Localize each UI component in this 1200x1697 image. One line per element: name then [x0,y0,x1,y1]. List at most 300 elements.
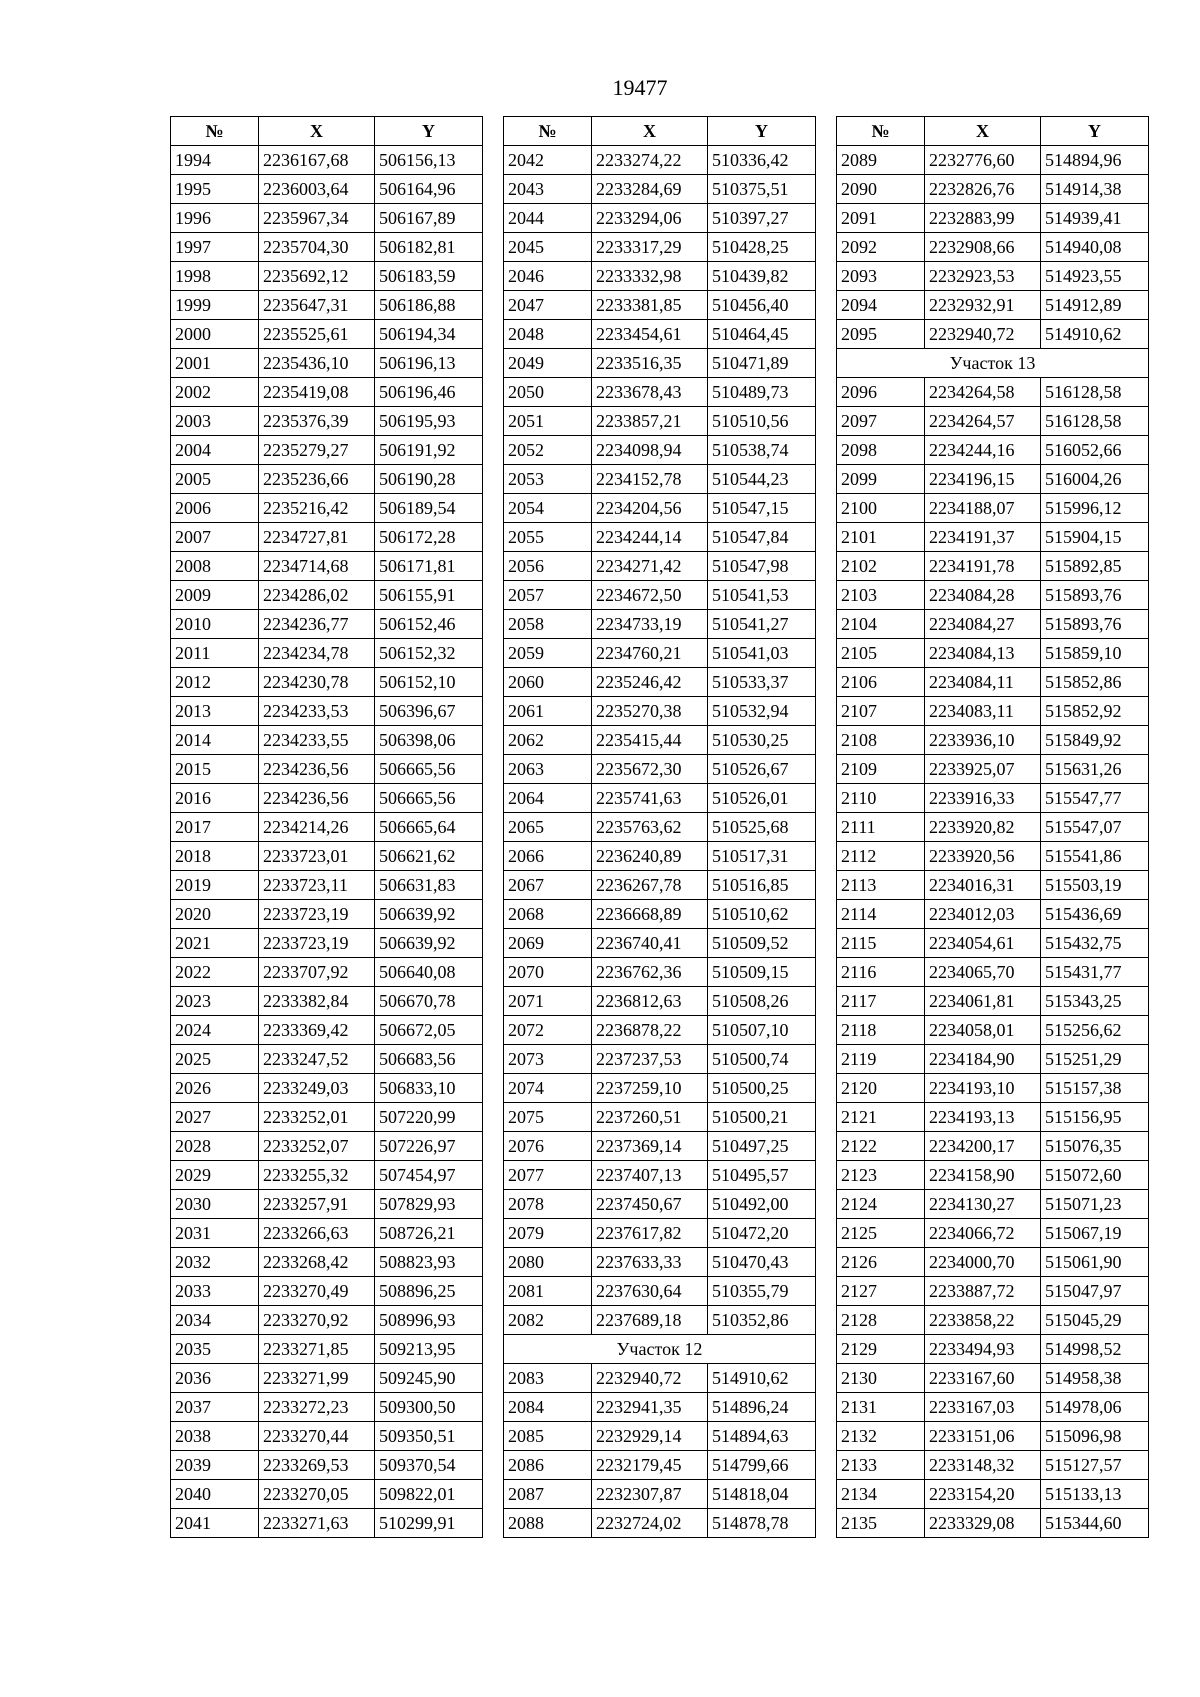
cell-x: 2235672,30 [592,755,708,784]
cell-number: 2051 [504,407,592,436]
cell-y: 510456,40 [708,291,816,320]
cell-y: 510538,74 [708,436,816,465]
cell-number: 2092 [837,233,925,262]
cell-x: 2235647,31 [259,291,375,320]
table-row [504,1509,816,1538]
cell-number: 2042 [504,146,592,175]
cell-x: 2234084,11 [925,668,1041,697]
table-row [504,320,816,349]
table-row [837,668,1149,697]
cell-x: 2232908,66 [925,233,1041,262]
table-row [837,1161,1149,1190]
cell-number: 2056 [504,552,592,581]
cell-x: 2233678,43 [592,378,708,407]
table-row [171,610,483,639]
cell-number: 2104 [837,610,925,639]
cell-y: 514923,55 [1041,262,1149,291]
cell-number: 2033 [171,1277,259,1306]
cell-y: 510497,25 [708,1132,816,1161]
cell-number: 2037 [171,1393,259,1422]
cell-number: 2047 [504,291,592,320]
table-row [171,639,483,668]
cell-number: 2095 [837,320,925,349]
cell-x: 2232923,53 [925,262,1041,291]
table-row [504,610,816,639]
cell-number: 2068 [504,900,592,929]
table-row [171,987,483,1016]
table-row [171,958,483,987]
cell-x: 2233723,19 [259,900,375,929]
cell-x: 2237237,53 [592,1045,708,1074]
cell-number: 2031 [171,1219,259,1248]
table-row [171,871,483,900]
cell-y: 506196,13 [375,349,483,378]
table-row [171,233,483,262]
cell-number: 2083 [504,1364,592,1393]
table-row [171,1335,483,1364]
table-row [837,929,1149,958]
table-row [504,581,816,610]
header-x: X [925,117,1041,146]
cell-x: 2234130,27 [925,1190,1041,1219]
table-row [171,1161,483,1190]
cell-y: 506167,89 [375,204,483,233]
cell-number: 2100 [837,494,925,523]
table-row [837,320,1149,349]
cell-x: 2235376,39 [259,407,375,436]
cell-x: 2233255,32 [259,1161,375,1190]
table-row [837,1219,1149,1248]
cell-y: 506683,56 [375,1045,483,1074]
cell-y: 509370,54 [375,1451,483,1480]
cell-y: 515904,15 [1041,523,1149,552]
cell-y: 515849,92 [1041,726,1149,755]
table-row [171,552,483,581]
cell-y: 506190,28 [375,465,483,494]
cell-number: 1997 [171,233,259,262]
cell-x: 2237689,18 [592,1306,708,1335]
cell-x: 2234236,77 [259,610,375,639]
cell-number: 2067 [504,871,592,900]
cell-number: 2069 [504,929,592,958]
table-row [837,378,1149,407]
cell-x: 2233271,85 [259,1335,375,1364]
page-number: 19477 [612,75,668,100]
cell-x: 2235763,62 [592,813,708,842]
table-row [504,987,816,1016]
cell-x: 2237369,14 [592,1132,708,1161]
table-row [504,1161,816,1190]
table-header-row [171,117,483,146]
table-row [504,639,816,668]
coordinates-table-1 [170,116,483,1538]
table-row [504,349,816,378]
cell-y: 509300,50 [375,1393,483,1422]
cell-y: 515852,86 [1041,668,1149,697]
cell-y: 510336,42 [708,146,816,175]
table-row [171,1480,483,1509]
cell-y: 514910,62 [1041,320,1149,349]
cell-y: 515076,35 [1041,1132,1149,1161]
table-row [171,668,483,697]
table-row [504,1132,816,1161]
cell-y: 510547,84 [708,523,816,552]
cell-x: 2234233,53 [259,697,375,726]
cell-y: 515045,29 [1041,1306,1149,1335]
table-row [171,1016,483,1045]
cell-y: 506665,56 [375,755,483,784]
cell-y: 514998,52 [1041,1335,1149,1364]
cell-number: 2110 [837,784,925,813]
table-row [504,552,816,581]
table-row [837,146,1149,175]
cell-number: 2081 [504,1277,592,1306]
cell-number: 2116 [837,958,925,987]
table-row [837,407,1149,436]
cell-x: 2236762,36 [592,958,708,987]
cell-y: 506189,54 [375,494,483,523]
cell-x: 2233274,22 [592,146,708,175]
cell-x: 2232776,60 [925,146,1041,175]
cell-number: 2101 [837,523,925,552]
cell-y: 510541,27 [708,610,816,639]
table-row [171,1248,483,1277]
cell-number: 2129 [837,1335,925,1364]
table-row [837,1074,1149,1103]
cell-x: 2234286,02 [259,581,375,610]
cell-x: 2233887,72 [925,1277,1041,1306]
cell-y: 515047,97 [1041,1277,1149,1306]
cell-x: 2233317,29 [592,233,708,262]
cell-y: 515631,26 [1041,755,1149,784]
cell-y: 509213,95 [375,1335,483,1364]
cell-x: 2235270,38 [592,697,708,726]
table-row [837,871,1149,900]
cell-y: 516128,58 [1041,378,1149,407]
table-row [837,1393,1149,1422]
cell-x: 2234264,58 [925,378,1041,407]
table-row [504,726,816,755]
cell-x: 2232724,02 [592,1509,708,1538]
cell-number: 2086 [504,1451,592,1480]
cell-y: 506164,96 [375,175,483,204]
cell-x: 2234200,17 [925,1132,1041,1161]
cell-x: 2234236,56 [259,755,375,784]
cell-y: 514978,06 [1041,1393,1149,1422]
cell-y: 510510,56 [708,407,816,436]
cell-x: 2233369,42 [259,1016,375,1045]
cell-number: 2122 [837,1132,925,1161]
cell-number: 2118 [837,1016,925,1045]
cell-y: 510492,00 [708,1190,816,1219]
cell-y: 515061,90 [1041,1248,1149,1277]
cell-x: 2233154,20 [925,1480,1041,1509]
cell-y: 506194,34 [375,320,483,349]
cell-x: 2234184,90 [925,1045,1041,1074]
cell-x: 2233857,21 [592,407,708,436]
cell-y: 510352,86 [708,1306,816,1335]
cell-number: 2112 [837,842,925,871]
cell-y: 516052,66 [1041,436,1149,465]
table-row [171,523,483,552]
cell-y: 514958,38 [1041,1364,1149,1393]
cell-number: 2000 [171,320,259,349]
cell-number: 2123 [837,1161,925,1190]
cell-x: 2233723,11 [259,871,375,900]
cell-x: 2232929,14 [592,1422,708,1451]
cell-number: 2060 [504,668,592,697]
cell-number: 2087 [504,1480,592,1509]
coordinates-table-2 [503,116,816,1538]
table-row [504,1074,816,1103]
cell-x: 2234191,78 [925,552,1041,581]
table-row [171,494,483,523]
cell-number: 2131 [837,1393,925,1422]
cell-number: 2114 [837,900,925,929]
cell-x: 2234158,90 [925,1161,1041,1190]
cell-y: 510470,43 [708,1248,816,1277]
cell-y: 506172,28 [375,523,483,552]
cell-y: 510541,03 [708,639,816,668]
header-number: № [171,117,259,146]
cell-number: 2082 [504,1306,592,1335]
table-row [504,1451,816,1480]
cell-x: 2233252,01 [259,1103,375,1132]
table-row [504,494,816,523]
table-row [504,1422,816,1451]
table-row [504,755,816,784]
cell-y: 506196,46 [375,378,483,407]
cell-y: 515893,76 [1041,610,1149,639]
cell-x: 2233268,42 [259,1248,375,1277]
cell-y: 506639,92 [375,900,483,929]
table-row [837,610,1149,639]
table-body [171,146,483,1538]
cell-y: 510428,25 [708,233,816,262]
cell-number: 2072 [504,1016,592,1045]
table-row [504,1190,816,1219]
table-row [504,407,816,436]
cell-number: 2015 [171,755,259,784]
cell-y: 510530,25 [708,726,816,755]
table-row [171,1393,483,1422]
cell-x: 2232883,99 [925,204,1041,233]
table-row [837,813,1149,842]
cell-y: 506631,83 [375,871,483,900]
cell-number: 2044 [504,204,592,233]
table-row [171,726,483,755]
cell-number: 2002 [171,378,259,407]
cell-y: 515127,57 [1041,1451,1149,1480]
cell-y: 516004,26 [1041,465,1149,494]
cell-number: 2058 [504,610,592,639]
cell-y: 507220,99 [375,1103,483,1132]
cell-y: 508996,93 [375,1306,483,1335]
cell-number: 2025 [171,1045,259,1074]
cell-number: 2077 [504,1161,592,1190]
cell-number: 2048 [504,320,592,349]
cell-y: 515256,62 [1041,1016,1149,1045]
cell-x: 2236267,78 [592,871,708,900]
cell-y: 510355,79 [708,1277,816,1306]
cell-y: 515343,25 [1041,987,1149,1016]
cell-x: 2236740,41 [592,929,708,958]
cell-x: 2233270,49 [259,1277,375,1306]
cell-x: 2232940,72 [592,1364,708,1393]
cell-y: 515431,77 [1041,958,1149,987]
cell-x: 2235419,08 [259,378,375,407]
table-row [504,175,816,204]
cell-y: 514894,96 [1041,146,1149,175]
cell-number: 2127 [837,1277,925,1306]
cell-x: 2237450,67 [592,1190,708,1219]
cell-x: 2234098,94 [592,436,708,465]
cell-number: 2098 [837,436,925,465]
cell-y: 516128,58 [1041,407,1149,436]
cell-y: 507829,93 [375,1190,483,1219]
cell-x: 2234230,78 [259,668,375,697]
header-y: Y [375,117,483,146]
cell-x: 2233269,53 [259,1451,375,1480]
cell-x: 2233723,19 [259,929,375,958]
cell-x: 2236240,89 [592,842,708,871]
table-row [837,1335,1149,1364]
cell-y: 510471,89 [708,349,816,378]
cell-number: 2040 [171,1480,259,1509]
cell-number: 2134 [837,1480,925,1509]
cell-y: 514914,38 [1041,175,1149,204]
cell-y: 514940,08 [1041,233,1149,262]
cell-y: 515893,76 [1041,581,1149,610]
header-x: X [592,117,708,146]
cell-number: 2012 [171,668,259,697]
cell-x: 2234193,10 [925,1074,1041,1103]
cell-x: 2235692,12 [259,262,375,291]
cell-number: 2065 [504,813,592,842]
table-row [837,1016,1149,1045]
cell-y: 506833,10 [375,1074,483,1103]
cell-x: 2234188,07 [925,494,1041,523]
cell-number: 2016 [171,784,259,813]
coordinates-table-3 [836,116,1149,1538]
cell-x: 2233257,91 [259,1190,375,1219]
cell-y: 515503,19 [1041,871,1149,900]
cell-number: 2080 [504,1248,592,1277]
cell-y: 510500,25 [708,1074,816,1103]
cell-number: 2050 [504,378,592,407]
cell-number: 2070 [504,958,592,987]
table-row [171,1132,483,1161]
cell-x: 2235704,30 [259,233,375,262]
cell-x: 2235741,63 [592,784,708,813]
table-row [837,1103,1149,1132]
table-body [504,146,816,1538]
cell-x: 2235436,10 [259,349,375,378]
cell-x: 2234084,27 [925,610,1041,639]
cell-number: 2053 [504,465,592,494]
cell-number: 2133 [837,1451,925,1480]
cell-x: 2237260,51 [592,1103,708,1132]
table-row [837,465,1149,494]
cell-x: 2233925,07 [925,755,1041,784]
cell-number: 2063 [504,755,592,784]
table-row [171,784,483,813]
cell-number: 2041 [171,1509,259,1538]
cell-x: 2236167,68 [259,146,375,175]
cell-y: 506665,56 [375,784,483,813]
cell-y: 507454,97 [375,1161,483,1190]
cell-number: 2017 [171,813,259,842]
cell-number: 2022 [171,958,259,987]
table-row [171,349,483,378]
table-row [837,1364,1149,1393]
table-row [837,494,1149,523]
cell-y: 510508,26 [708,987,816,1016]
cell-number: 2001 [171,349,259,378]
table-row [171,262,483,291]
cell-x: 2234084,13 [925,639,1041,668]
cell-y: 510516,85 [708,871,816,900]
cell-x: 2237617,82 [592,1219,708,1248]
cell-number: 2019 [171,871,259,900]
cell-y: 509350,51 [375,1422,483,1451]
table-row [837,552,1149,581]
cell-x: 2234672,50 [592,581,708,610]
table-row [171,204,483,233]
cell-y: 515432,75 [1041,929,1149,958]
cell-number: 2010 [171,610,259,639]
table-row [837,958,1149,987]
cell-x: 2234233,55 [259,726,375,755]
table-row [837,1248,1149,1277]
cell-y: 509822,01 [375,1480,483,1509]
cell-x: 2233272,23 [259,1393,375,1422]
table-row [837,987,1149,1016]
table-row [171,1509,483,1538]
cell-y: 515157,38 [1041,1074,1149,1103]
table-row [837,581,1149,610]
cell-number: 2026 [171,1074,259,1103]
cell-number: 2093 [837,262,925,291]
table-row [504,1103,816,1132]
table-row [171,1219,483,1248]
table-row [171,1103,483,1132]
table-row [171,146,483,175]
cell-number: 2111 [837,813,925,842]
cell-y: 510526,67 [708,755,816,784]
cell-y: 515547,77 [1041,784,1149,813]
cell-x: 2233382,84 [259,987,375,1016]
table-row [837,755,1149,784]
table-body [837,146,1149,1538]
cell-x: 2233270,05 [259,1480,375,1509]
cell-y: 515251,29 [1041,1045,1149,1074]
header-number: № [837,117,925,146]
cell-number: 2020 [171,900,259,929]
table-row [837,1277,1149,1306]
cell-x: 2235967,34 [259,204,375,233]
cell-number: 2011 [171,639,259,668]
table-row [837,1509,1149,1538]
cell-y: 506152,32 [375,639,483,668]
cell-y: 514894,63 [708,1422,816,1451]
table-row [504,291,816,320]
table-row [171,1306,483,1335]
cell-x: 2233381,85 [592,291,708,320]
cell-x: 2233148,32 [925,1451,1041,1480]
cell-y: 514799,66 [708,1451,816,1480]
cell-x: 2234058,01 [925,1016,1041,1045]
